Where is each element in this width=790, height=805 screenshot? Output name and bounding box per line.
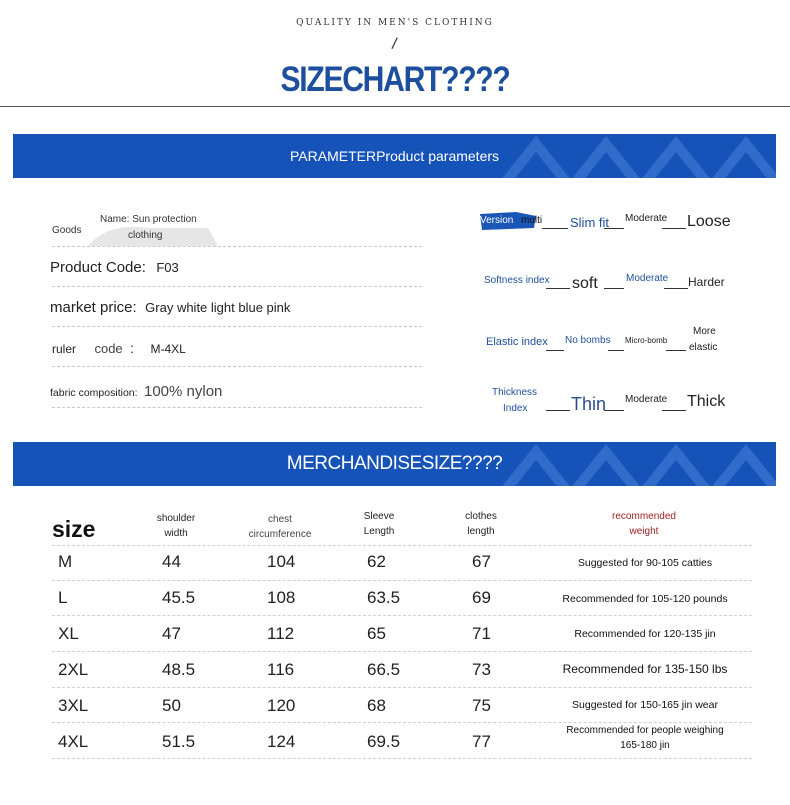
parameters-banner-title: PARAMETERProduct parameters xyxy=(289,148,500,164)
sleeve-cell: 65 xyxy=(367,624,386,643)
weight-line: Recommended for 120-135 jin xyxy=(574,628,716,640)
header-line: shoulder xyxy=(156,513,196,524)
thickness-opt-moderate: Moderate xyxy=(625,394,668,405)
row-divider xyxy=(52,758,752,759)
version-opt-loose: Loose xyxy=(687,213,731,230)
sleeve-cell: 69.5 xyxy=(367,732,401,751)
param-divider xyxy=(52,366,422,367)
elastic-opt-more: More xyxy=(693,326,716,337)
softness-opt-moderate: Moderate xyxy=(626,273,669,284)
header-line: clothes xyxy=(465,511,497,522)
elastic-label: Elastic index xyxy=(486,336,548,348)
thickness-opt-thin: Thin xyxy=(571,394,607,414)
shoulder-cell: 44 xyxy=(162,552,181,571)
softness-label: Softness index xyxy=(484,275,550,286)
ruler-value: M-4XL xyxy=(150,342,186,356)
header-line: recommended xyxy=(612,511,676,522)
blank-line xyxy=(546,410,570,411)
merchandise-banner-title: MERCHANDISESIZE???? xyxy=(286,453,503,474)
market-price-label: market price: xyxy=(50,299,137,316)
blank-line xyxy=(608,350,624,351)
weight-cell xyxy=(560,662,730,677)
elastic-opt-elastic: elastic xyxy=(689,342,718,353)
blank-line xyxy=(546,350,564,351)
ruler-colon: : xyxy=(130,340,135,356)
shoulder-cell: 50 xyxy=(162,696,181,715)
page-title: SIZECHART???? xyxy=(280,60,510,99)
size-cell: 2XL xyxy=(58,660,89,679)
header-rule xyxy=(0,106,790,107)
weight-line: Recommended for people weighing xyxy=(566,725,724,736)
shoulder-cell: 48.5 xyxy=(162,660,196,679)
size-cell: M xyxy=(58,552,73,571)
product-code-label: Product Code: xyxy=(50,259,146,276)
goods-name-line1: Name: Sun protection xyxy=(100,214,197,225)
elastic-index-row xyxy=(486,324,746,358)
sleeve-cell: 68 xyxy=(367,696,386,715)
header-line: circumference xyxy=(248,529,312,540)
product-code-row xyxy=(50,259,179,277)
chest-column-header xyxy=(236,512,324,542)
goods-name-line2: clothing xyxy=(128,230,163,241)
length-cell: 73 xyxy=(472,660,491,679)
shoulder-cell: 47 xyxy=(162,624,181,643)
softness-opt-soft: soft xyxy=(572,275,598,292)
weight-line: Suggested for 150-165 jin wear xyxy=(572,699,718,711)
fabric-value: 100% nylon xyxy=(144,383,223,400)
weight-cell xyxy=(560,592,730,607)
row-divider xyxy=(52,687,752,688)
length-cell: 67 xyxy=(472,552,491,571)
market-price-value: Gray white light blue pink xyxy=(145,300,291,315)
elastic-opt-microbomb: Micro-bomb xyxy=(625,336,668,345)
weight-column-header xyxy=(584,509,704,539)
header-line: Length xyxy=(363,526,395,537)
market-price-row xyxy=(50,299,290,317)
ruler-code-label: code xyxy=(94,341,123,356)
goods-row xyxy=(52,212,422,246)
weight-cell xyxy=(560,556,730,571)
length-cell: 77 xyxy=(472,732,491,751)
ruler-label: ruler xyxy=(52,342,77,356)
header-divider: / xyxy=(390,35,398,54)
version-index-row xyxy=(478,210,738,240)
header-line: chest xyxy=(268,514,292,525)
weight-line: 165-180 jin xyxy=(620,740,670,751)
header-line: weight xyxy=(629,526,659,537)
header-line: Sleeve xyxy=(363,511,395,522)
sleeve-cell: 66.5 xyxy=(367,660,401,679)
goods-label: Goods xyxy=(52,225,82,236)
blank-line xyxy=(662,228,686,229)
fabric-label: fabric composition: xyxy=(50,387,138,399)
product-code-value: F03 xyxy=(156,260,179,275)
weight-line: Suggested for 90-105 catties xyxy=(577,557,713,569)
chest-cell: 120 xyxy=(267,696,296,715)
chest-cell: 108 xyxy=(267,588,296,607)
parameters-banner xyxy=(13,134,776,178)
size-cell: L xyxy=(58,588,68,607)
thickness-label-line2: Index xyxy=(503,403,528,414)
weight-line: Recommended for 105-120 pounds xyxy=(562,593,728,605)
row-divider xyxy=(52,545,752,546)
blank-line xyxy=(666,350,686,351)
version-label-b: molti xyxy=(521,215,543,226)
weight-line: Recommended for 135-150 lbs xyxy=(562,662,728,676)
fabric-row xyxy=(50,383,222,401)
chest-cell: 112 xyxy=(267,624,295,643)
row-divider xyxy=(52,651,752,652)
blank-line xyxy=(604,410,624,411)
sleeve-cell: 62 xyxy=(367,552,386,571)
size-cell: 3XL xyxy=(58,696,89,715)
length-cell: 75 xyxy=(472,696,491,715)
param-divider xyxy=(52,286,422,287)
tagline: QUALITY IN MEN'S CLOTHING xyxy=(296,18,494,28)
ruler-row xyxy=(52,340,186,358)
version-opt-slim: Slim fit xyxy=(570,215,609,230)
weight-cell xyxy=(560,627,730,642)
param-divider xyxy=(52,326,422,327)
softness-index-row xyxy=(484,272,744,302)
elastic-opt-nobombs: No bombs xyxy=(565,335,611,346)
header-line: width xyxy=(164,528,188,539)
size-cell: XL xyxy=(58,624,79,643)
shoulder-cell: 45.5 xyxy=(162,588,196,607)
blank-line xyxy=(546,288,570,289)
merchandise-banner xyxy=(13,442,776,486)
sleeve-cell: 63.5 xyxy=(367,588,401,607)
header-line: length xyxy=(467,526,495,537)
softness-opt-harder: Harder xyxy=(688,275,725,289)
shoulder-cell: 51.5 xyxy=(162,732,196,751)
blank-line xyxy=(604,288,624,289)
length-cell: 69 xyxy=(472,588,491,607)
version-opt-moderate: Moderate xyxy=(625,213,668,224)
size-column-header: size xyxy=(52,516,96,542)
param-divider xyxy=(52,246,422,247)
param-divider xyxy=(52,407,422,408)
thickness-opt-thick: Thick xyxy=(687,393,726,410)
chest-cell: 124 xyxy=(267,732,296,751)
chest-cell: 116 xyxy=(267,660,295,679)
thickness-index-row xyxy=(492,386,752,420)
chest-cell: 104 xyxy=(267,552,296,571)
weight-cell xyxy=(560,723,730,753)
size-cell: 4XL xyxy=(58,732,89,751)
blank-line xyxy=(662,410,686,411)
version-label-a: Version xyxy=(480,215,514,226)
blank-line xyxy=(542,228,568,229)
sleeve-column-header xyxy=(344,509,414,539)
thickness-label-line1: Thickness xyxy=(492,387,538,398)
length-cell: 71 xyxy=(472,624,491,643)
row-divider xyxy=(52,615,752,616)
shoulder-column-header xyxy=(136,511,216,541)
blank-line xyxy=(604,228,624,229)
weight-cell xyxy=(560,698,730,713)
blank-line xyxy=(664,288,688,289)
row-divider xyxy=(52,580,752,581)
clothes-length-column-header xyxy=(446,509,516,539)
